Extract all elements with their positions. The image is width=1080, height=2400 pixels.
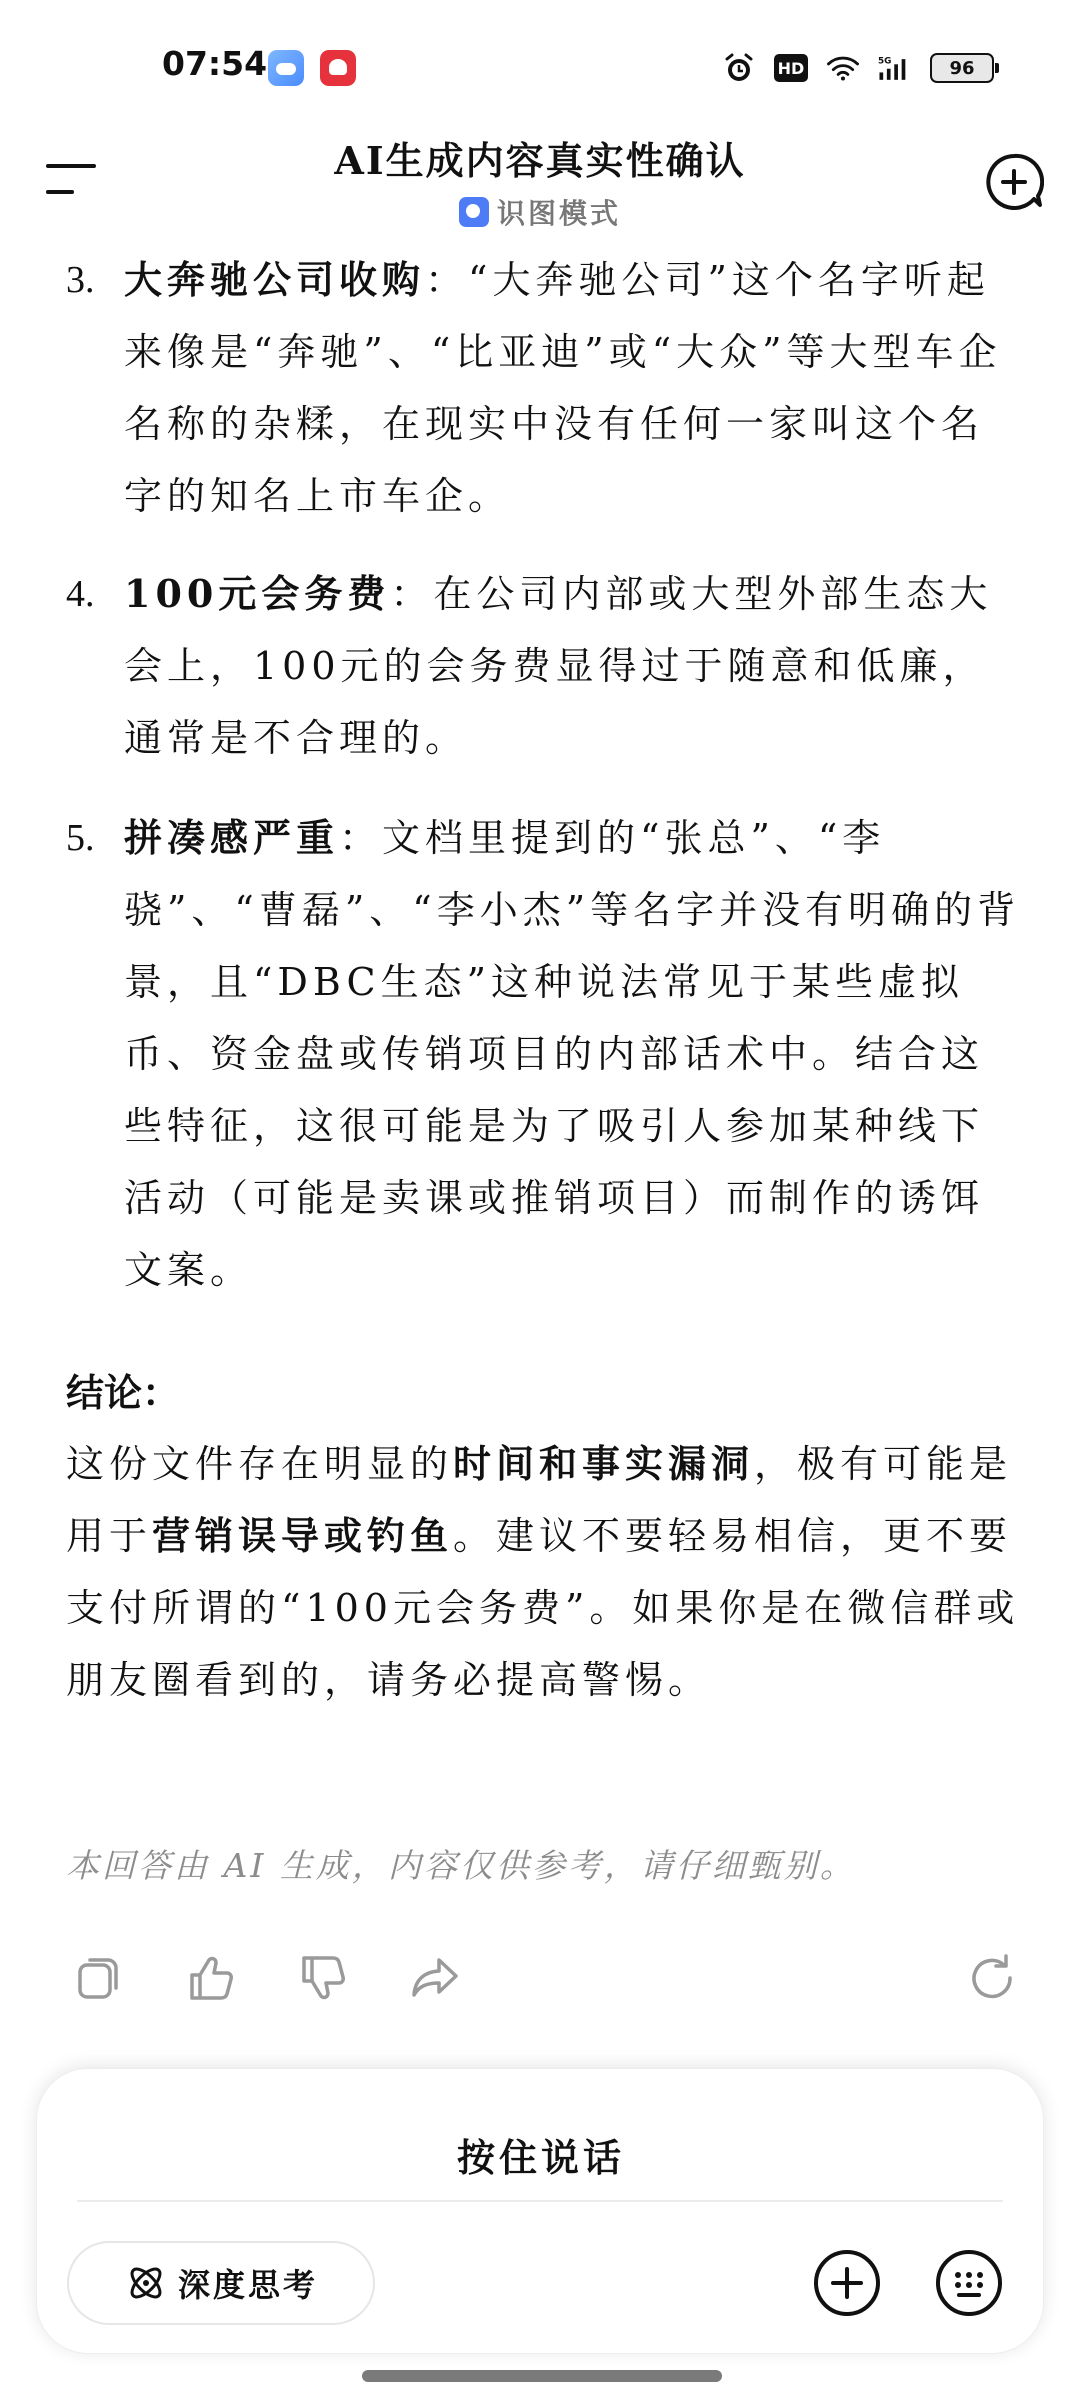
conclusion-text: 这份文件存在明显的 xyxy=(66,1442,454,1486)
list-item-title: 大奔驰公司收购 xyxy=(124,257,426,302)
home-indicator[interactable] xyxy=(362,2370,722,2382)
list-item-title: 100元会务费 xyxy=(124,571,391,616)
copy-icon xyxy=(70,1948,130,2008)
refresh-icon xyxy=(962,1948,1022,2008)
deep-think-toggle[interactable] xyxy=(67,2241,375,2325)
svg-text:5G: 5G xyxy=(878,56,892,67)
page-title: AI生成内容真实性确认 xyxy=(334,138,746,183)
panel-divider xyxy=(77,2200,1003,2202)
conclusion-text: 。建议不要轻易相信，更不要支付所谓的“100元会务费”。如果你是在微信群或朋友圈看到的，请务必提高警惕。 xyxy=(66,1514,1020,1702)
weather-app-icon xyxy=(268,50,304,86)
list-item-number: 5. xyxy=(66,817,95,859)
shopping-app-icon xyxy=(320,50,356,86)
conclusion-text: ，极有可能是用于 xyxy=(66,1442,1013,1558)
cellular-5g-icon xyxy=(878,51,912,85)
atom-icon xyxy=(124,2261,168,2305)
new-chat-button[interactable] xyxy=(984,152,1044,212)
status-time: 07:54 xyxy=(162,44,268,83)
mode-indicator[interactable] xyxy=(0,192,1080,232)
input-panel xyxy=(36,2068,1044,2354)
wifi-icon xyxy=(826,51,860,85)
list-item-number: 4. xyxy=(66,573,95,615)
status-bar xyxy=(0,0,1080,130)
battery-icon xyxy=(930,53,994,83)
list-item-title: 拼凑感严重 xyxy=(124,815,340,860)
list-item-text: ：在公司内部或大型外部生态大会上，100元的会务费显得过于随意和低廉，通常是不合理的。 xyxy=(124,572,993,760)
plus-icon xyxy=(811,2247,883,2319)
list-item-text: ：“大奔驰公司”这个名字听起来像是“奔驰”、“比亚迪”或“大众”等大型车企名称的杂糅，在现实中没有任何一家叫这个名字的知名上市车企。 xyxy=(124,258,1002,518)
deep-think-label: 深度思考 xyxy=(177,2266,318,2304)
battery-level: 96 xyxy=(949,57,975,79)
message-actions xyxy=(0,1940,1080,2020)
ai-disclaimer: 本回答由 AI 生成，内容仅供参考，请仔细甄别。 xyxy=(66,1846,856,1885)
hold-to-talk-button[interactable]: 按住说话 xyxy=(456,2135,625,2180)
image-recognition-icon xyxy=(459,197,489,227)
keyboard-icon xyxy=(933,2247,1005,2319)
conclusion-highlight: 营销误导或钓鱼 xyxy=(152,1513,454,1558)
list-item xyxy=(66,802,1026,1306)
conclusion-highlight: 时间和事实漏洞 xyxy=(453,1441,755,1486)
copy-button[interactable] xyxy=(70,1948,130,2008)
add-attachment-button[interactable] xyxy=(811,2247,883,2319)
conclusion-body xyxy=(66,1428,1026,1716)
chat-message xyxy=(0,240,1080,1890)
list-item xyxy=(66,558,1026,774)
list-item xyxy=(66,244,1026,532)
dislike-button[interactable] xyxy=(294,1948,354,2008)
share-button[interactable] xyxy=(406,1948,466,2008)
new-chat-icon xyxy=(984,152,1044,212)
conclusion-title: 结论： xyxy=(66,1370,181,1415)
like-button[interactable] xyxy=(182,1948,242,2008)
alarm-icon xyxy=(722,51,756,85)
mode-label: 识图模式 xyxy=(496,197,621,230)
status-icons xyxy=(722,48,994,88)
hd-icon: HD xyxy=(774,54,808,82)
keyboard-button[interactable] xyxy=(933,2247,1005,2319)
list-item-text: ：文档里提到的“张总”、“李骁”、“曹磊”、“李小杰”等名字并没有明确的背景，且“DBC生态”这种说法常见于某些虚拟币、资金盘或传销项目的内部话术中。结合这些特征，这很可能是为了吸引人参加某种线下活动（可能是卖课或推销项目）而制作的诱饵文案。 xyxy=(124,816,1021,1292)
regenerate-button[interactable] xyxy=(962,1948,1022,2008)
thumbs-down-icon xyxy=(294,1948,354,2008)
thumbs-up-icon xyxy=(182,1948,242,2008)
chat-header xyxy=(0,120,1080,250)
share-icon xyxy=(406,1948,466,2008)
list-item-number: 3. xyxy=(66,259,95,301)
